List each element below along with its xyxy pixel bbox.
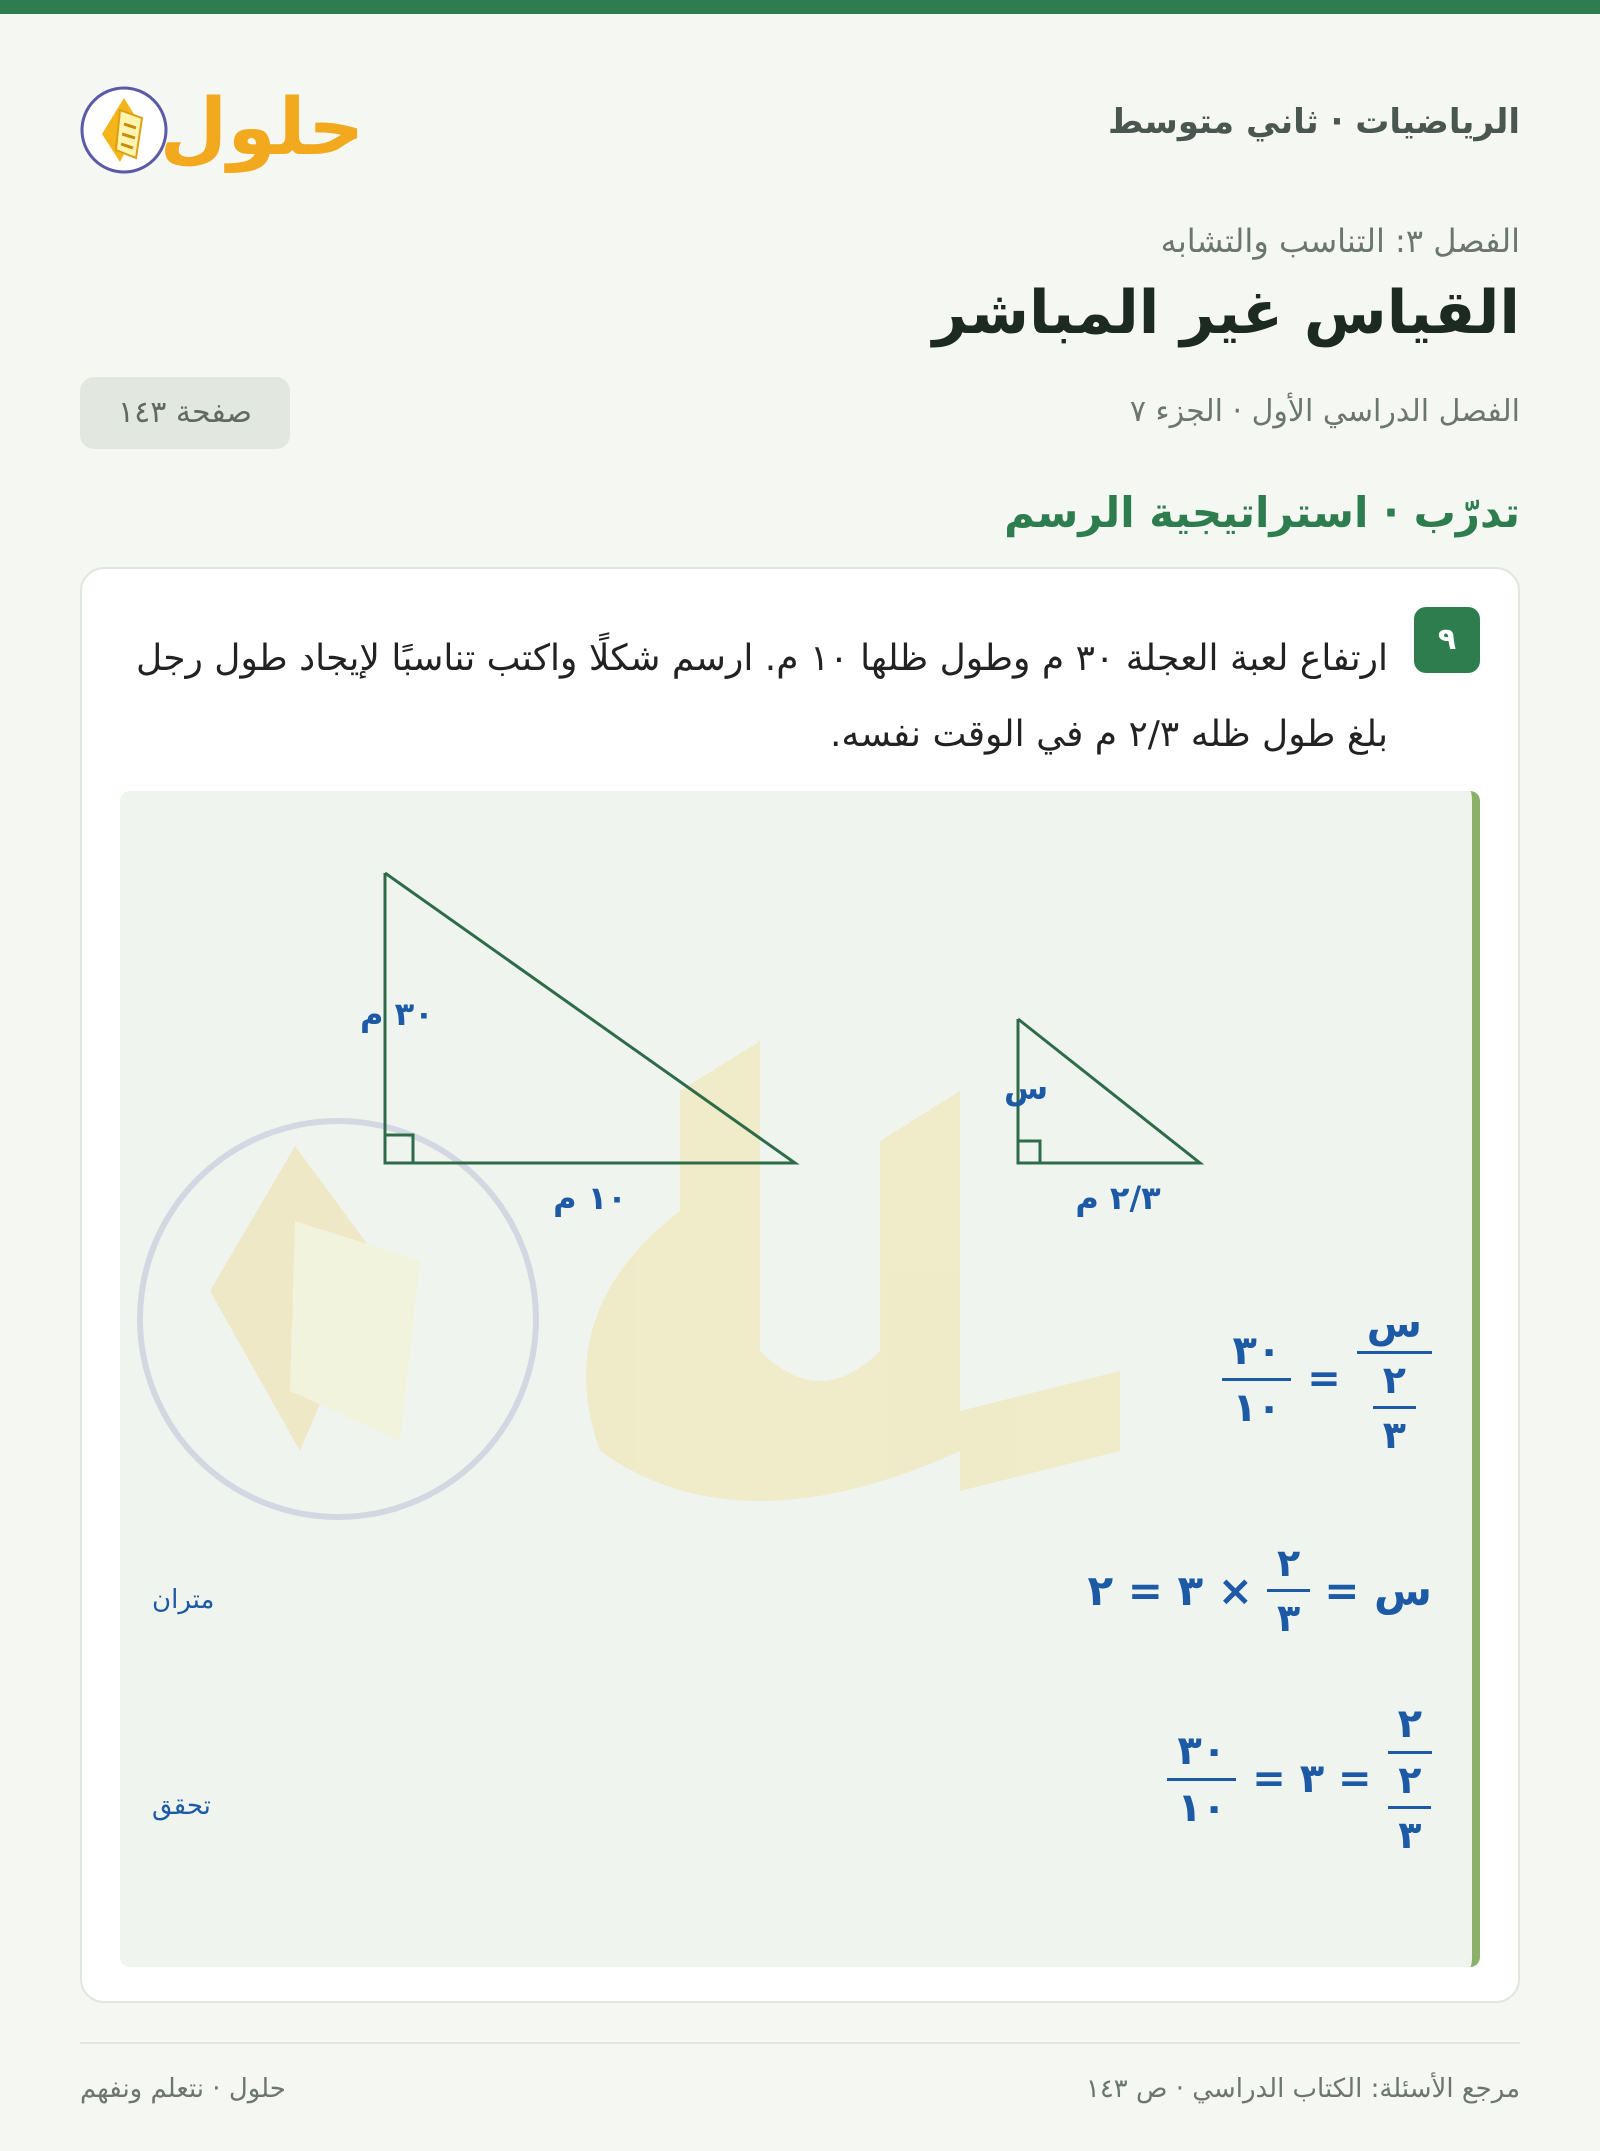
answer-box xyxy=(120,791,1480,1967)
check-left-fraction: $\frac{٢}{\frac{٢}{٣}}$ xyxy=(1388,1701,1432,1857)
semester-label: الفصل الدراسي الأول · الجزء ٧ xyxy=(1129,394,1520,429)
result-unit-note: متران xyxy=(152,1585,215,1615)
footer-divider xyxy=(80,2042,1520,2044)
small-height-label: س xyxy=(1004,1069,1049,1107)
check-right-fraction: $\frac{٣٠}{١٠}$ xyxy=(1167,1728,1236,1831)
logo-text: حلول xyxy=(159,83,365,173)
footer-tagline: حلول · نتعلم ونفهم xyxy=(80,2074,286,2104)
solve-fraction: $\frac{٢}{٣}$ xyxy=(1267,1541,1310,1640)
large-base-label: ١٠ م xyxy=(553,1179,627,1217)
site-logo[interactable] xyxy=(80,70,370,180)
lesson-title: القياس غير المباشر xyxy=(932,278,1520,348)
large-triangle xyxy=(385,873,795,1163)
proportion-left-numerator: س xyxy=(1366,1301,1422,1347)
top-accent-bar xyxy=(0,0,1600,14)
check-note: تحقق xyxy=(152,1791,211,1821)
large-right-angle-mark xyxy=(385,1135,413,1163)
page-number-badge: صفحة ١٤٣ xyxy=(80,377,290,449)
solve-step xyxy=(1087,1541,1432,1640)
check-equation xyxy=(1167,1701,1432,1857)
proportion-equals: = xyxy=(1307,1356,1341,1402)
small-right-angle-mark xyxy=(1018,1141,1040,1163)
question-number-badge: ٩ xyxy=(1414,607,1480,673)
proportion-right-fraction: $\frac{٣٠}{١٠}$ xyxy=(1222,1328,1291,1431)
page-header xyxy=(80,70,1520,180)
solve-lhs: س = xyxy=(1324,1566,1432,1615)
chapter-label: الفصل ٣: التناسب والتشابه xyxy=(1160,222,1520,260)
section-title: تدرّب · استراتيجية الرسم xyxy=(1004,488,1520,537)
logo-graphic xyxy=(80,70,370,180)
large-height-label: ٣٠ م xyxy=(360,995,434,1033)
proportion-left-fraction xyxy=(1357,1301,1432,1457)
triangles-figure xyxy=(120,791,1472,1291)
question-text: ارتفاع لعبة العجلة ٣٠ م وطول ظلها ١٠ م. ارسم شكلًا واكتب تناسبًا لإيجاد طول رجل بلغ طول ظله ٢/٣ م في الوقت نفسه. xyxy=(135,638,1388,755)
subject-label: الرياضيات · ثاني متوسط xyxy=(1108,102,1520,142)
question-card xyxy=(80,567,1520,2003)
solve-rhs: × ٣ = ٢ xyxy=(1087,1566,1254,1615)
footer-reference: مرجع الأسئلة: الكتاب الدراسي · ص ١٤٣ xyxy=(1085,2074,1520,2104)
small-base-label: ٢/٣ م xyxy=(1075,1179,1161,1217)
check-middle: = ٣ = xyxy=(1252,1756,1372,1802)
proportion-equation xyxy=(1222,1301,1432,1457)
proportion-left-denominator: $\frac{٢}{٣}$ xyxy=(1373,1358,1416,1457)
